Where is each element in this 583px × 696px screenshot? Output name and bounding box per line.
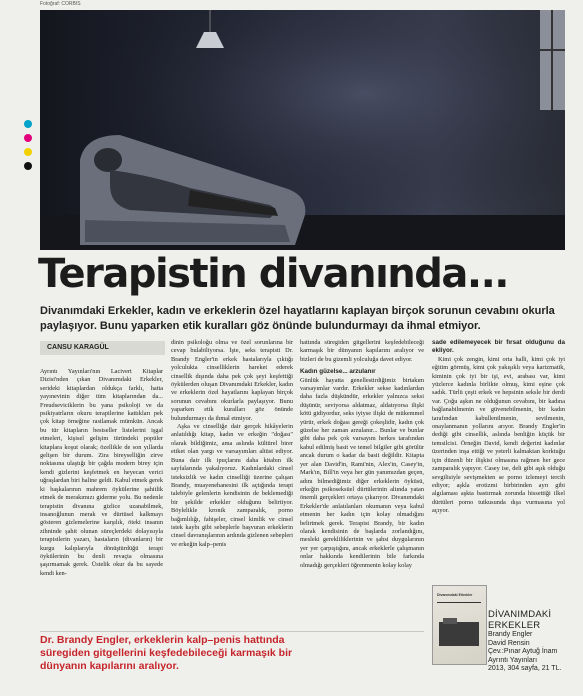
divider bbox=[40, 631, 424, 632]
pull-quote: Dr. Brandy Engler, erkeklerin kalp–penis hattında süregiden gitgellerini keşfedebileceği karmaşık bir dünyanın kapılarını aralıyor. bbox=[40, 634, 293, 672]
book-coauthor: David Rensin bbox=[488, 639, 530, 647]
article-column-3 bbox=[300, 339, 424, 570]
swatch-yellow bbox=[24, 148, 32, 156]
book-title-line1: DİVANIMDAKİ bbox=[488, 609, 552, 620]
column-4-text-a: sade edilemeyecek bir fırsat olduğunu da ekliyor. bbox=[432, 339, 565, 355]
swatch-cyan bbox=[24, 120, 32, 128]
man-on-couch-photo bbox=[40, 10, 565, 250]
column-3-text-a: hattında süregiden gitgellerini keşfedebileceği karmaşık bir dünyanın kapılarını aralıyor ve bizleri de bu gizemli yolculuğa davet ediyor. bbox=[300, 339, 424, 363]
book-translator: Çev.:Pınar Aytuğ İnam bbox=[488, 648, 558, 655]
book-cover-title: Divanımdaki Erkekler bbox=[437, 593, 473, 597]
book-details: 2013, 304 sayfa, 21 TL. bbox=[488, 665, 562, 672]
photo-credit: Fotoğraf: CORBIS bbox=[40, 1, 81, 7]
column-2-text-b: Aşka ve cinselliğe dair gerçek hikâyelerin anlatıldığı kitap, kadın ve erkeğin "doğası" olarak bildiğimiz, ama aslında kültürel birer etiket olan yargı ve varsayımları altüst ediyor. Buna dair ilk ipuçlarını daha kitabın ilk sayfalarında yakalıyoruz. Kadınlardaki cinsel isteksizlik ve kadın cinselliği üzerine çalışan Brandy, muayenehanesini ilk açtığında terapi talebiyle gelenlerin kendisinin de beklemediği bir şekilde erkekler olduğunu belirtiyor. Böylelikle kronik zamparalık, porno bağımlılığı, fahişeler, cinsel kimlik ve cinsel istek kaybı gibi sebeplerle başvuran erkeklerin cinsel davranışlarının ardında gizlenen sebepleri ve erkeğin kalp–penis bbox=[171, 423, 293, 548]
swatch-magenta bbox=[24, 134, 32, 142]
headline: Terapistin divanında... bbox=[38, 251, 508, 297]
column-3-text-b: Günlük hayatta genellestirdiğimiz birtakım varsayımlar vardır. Erkekler sekse kadınlardan daha fazla düşkündür, erkekler yalnızca seksi düşünür, seviyorsa aldatmaz, aldatıyorsa ilişki kötü gidiyordur, seks iyiyse ilişki de mükemmel yürür, erkek doğası gereği çokeşlidir, kadın çok güzelse her zaman arzulanır... Bunlar ve bunlar gibi daha pek çok varsayım herkes tarafından kabul edilmiş basit ve temel bilgiler gibi görülür ancak durum o kadar da basit değildir. Kitapta yer alan David'in, Rami'nin, Alex'in, Casey'in, Mark'ın, Bill'in veya her gün yanımızdan geçen, adını bilmediğimiz diğer erkeklerin öyküsü, erkeğin psikoseksüel dürtülerinin altında yatan önemli gerçekleri ortaya çıkarıyor. Divanımdaki Erkekler'de anlatılanları okumanın veya kabul etmenin her kadın için kolay olmadığını belirtmek gerek. Terapist Brandy, bir kadın olarak kendisinin de başlarda zorlandığını, mesleki gerekliliklerinin ve şahsi duygularının yer yer çarpıştığını, ancak erkeklerle çalışmanın onlar hakkında kendilerinin bile farkında olmadığı gerçekleri öğrenmenin kolay kolay bbox=[300, 376, 424, 569]
article-column-4 bbox=[432, 339, 565, 516]
book-cover-stripe bbox=[437, 602, 481, 603]
swatch-black bbox=[24, 162, 32, 170]
book-cover-art-icon bbox=[433, 610, 486, 660]
book-title-line2: ERKEKLER bbox=[488, 619, 541, 631]
article-column-1 bbox=[40, 368, 163, 578]
book-author: Brandy Engler bbox=[488, 631, 533, 638]
article-photo bbox=[40, 10, 565, 250]
column-4-text-b: Kimi çok zengin, kimi orta halli, kimi çok iyi eğitim görmüş, kimi çok yakışıklı veya karizmatik, kiminin çok iyi bir işi, evi, arabası var, kimi yüzlerce kadınla birlikte olmuş, kimi eşine çok sadık. Türlü çeşit erkek ve hepsinin seksle bir derdi var. Çoğu aşkın ne olduğunun cevabını, bir kadına bağlanabilmenin ve güvenebilmenin, bir kadın tarafından kabullenilmenin, sevilmenin, onaylanmanın yollarını arıyor. Brandy Engler'in dediği gibi cinsellik, aslında benliğin küçük bir temsilcisi. Örneğin David, kendi değerini kadınlar üzerinden inşa ettiği ve yeterli kalmaktan korktuğu için düzenli bir ilişkisi olmasına rağmen her gece zamparalık yapıyor. Casey ise, deli gibi aşık olduğu sevgilisiyle sevişmekten se porno izlemeyi tercih ediyor; aşkla erotizmi birbirinden ayrı gibi algılaması aşkta bastırmak zorunda hissettiği ilkel dürtüleri porno tutkusunda dışa vurmasına yol açıyor. bbox=[432, 355, 565, 515]
deck-text: Divanımdaki Erkekler, kadın ve erkeklerin özel hayatlarını kaplayan birçok sorunun cevabını okurla paylaşıyor. Bunu yaparken etik kuralları göz önünde bulundurmayı da ihmal etmiyor. bbox=[40, 305, 555, 332]
color-registration-marks bbox=[24, 120, 34, 176]
book-publisher: Ayrıntı Yayınları bbox=[488, 656, 538, 664]
column-1-text: Ayrıntı Yayınları'nın Lacivert Kitaplar Dizisi'nden çıkan Divanımdaki Erkekler, serideki kitaplardan oldukça farklı, hatta yayınevinin diğer tüm kitaplarından da... Freudseviciklerin bu yana psikoloji ve da psikiyatrların okuru terapilerine kattıkları pek çok kitap örneğine rastlamak mümkün. Ancak bu tür kitapların bestseller listelerini işgal etmeleri, kişisel gelişim türündeki popüler kitaplara koşut olarak; özellikle de son yıllarda gelişen bir durum. Zira bireyselliğin zirve noktasına ulaştığı bir çağda modern birey için kendi gizlerini keşfetmek en heyecan verici uğraşlardan biri haline geldi. Kabul etmek gerek ki başkalarının mahrem öykülerine şahitlik etmek de merakımızı giderme yolu. Bu nedenle terapistin divanına gizlice uzanabilmek, insanoğlunun merak ve dürtüsel kalkmayı gösteren gizlemelerine karşılık, öteki insanın zihninde şahit olunan süreçlerdeki dolayısıyla terapistlerin yazarı, hastaların (divanların) bir kurgu kalıplarıyla dönüştürdüğü terapi öykülerinin bu denli revaçta olmasına şaşırmamak gerek. Üstelik okur da bu sayede kendi ken- bbox=[40, 368, 163, 577]
book-info bbox=[488, 610, 568, 674]
article-column-2 bbox=[171, 339, 293, 549]
column-2-text-a: dinin psikoloğu olma ve özel sorunlarına bir cevap bulabiliyorsa. İşte, seks terapisti Dr. Brandy Engler'in erkek hastalarıyla çıktığı yolculukta cinselliklerin hareket ederek cinsellik dışında daha pek çok şeyi keşfettiği öykülerden oluşan Divanımdaki Erkekler, kadın ve erkeklerin özel hayatlarını kaplayan birçok sorunun cevabını okurlarla paylaşıyor. Bunu yaparken etik kuralları göz önünde bulundurmayı da ihmal etmiyor. bbox=[171, 339, 293, 422]
column-3-subheading: Kadın güzelse... arzulanır bbox=[300, 368, 376, 376]
author-byline: CANSU KARAGÜL bbox=[40, 341, 165, 355]
book-cover bbox=[432, 585, 487, 665]
